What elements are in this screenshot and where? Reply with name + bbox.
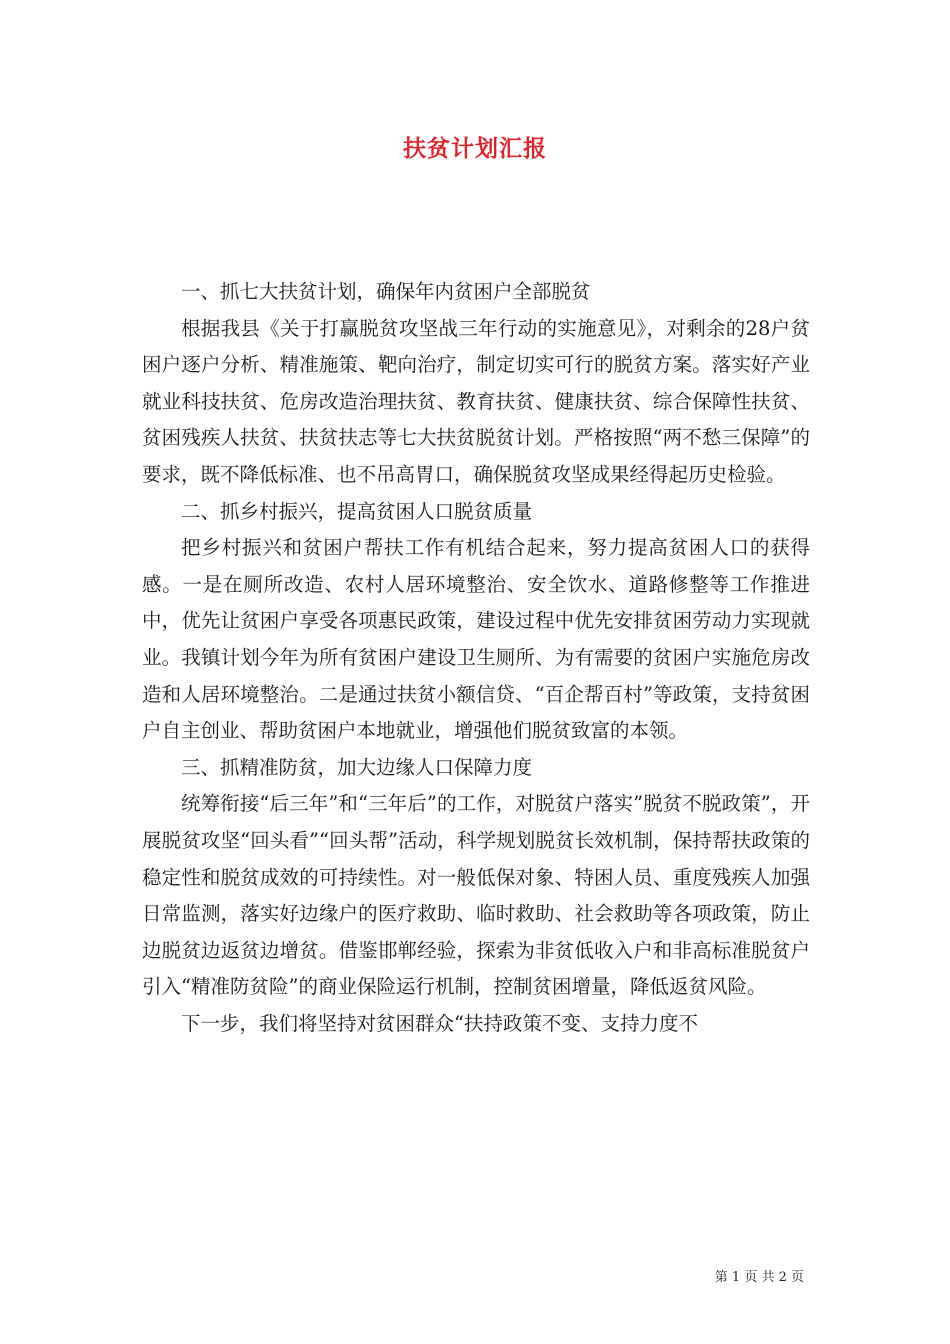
section-heading-2: 二、抓乡村振兴，提高贫困人口脱贫质量 — [181, 499, 533, 523]
body-paragraph-4: 下一步，我们将坚持对贫困群众“扶持政策不变、支持力度不 — [181, 1011, 698, 1035]
page-number: 第 1 页 共 2 页 — [714, 1270, 804, 1285]
section-heading-3: 三、抓精准防贫，加大边缘人口保障力度 — [181, 755, 533, 779]
section-heading-1: 一、抓七大扶贫计划，确保年内贫困户全部脱贫 — [181, 280, 591, 303]
body-paragraph-3: 统筹衔接“后三年”和“三年后”的工作，对脱贫户落实”脱贫不脱政策”，开展脱贫攻坚“回头看”“回头帮”活动，科学规划脱贫长效机制，保持帮扶政策的稳定性和脱贫成效的可持续性。对一般低保对象、特困人员、重度残疾人加强日常监测，落实好边缘户的医疗救助、临时救助、社会救助等各项政策，防止边脱贫边返贫边增贫。借鉴邯郸经验，探索为非贫低收入户和非高标准脱贫户引入“精准防贫险”的商业保险运行机制，控制贫困增量，降低返贫风险。 — [142, 792, 810, 999]
document-body — [142, 274, 810, 1042]
body-paragraph-1: 根据我县《关于打赢脱贫攻坚战三年行动的实施意见》，对剩余的28户贫困户逐户分析、精准施策、靶向治疗，制定切实可行的脱贫方案。落实好产业就业科技扶贫、危房改造治理扶贫、教育扶贫、健康扶贫、综合保障性扶贫、贫困残疾人扶贫、扶贫扶志等七大扶贫脱贫计划。严格按照“两不愁三保障”的要求，既不降低标准、也不吊高胃口，确保脱贫攻坚成果经得起历史检验。 — [142, 316, 810, 486]
page-title: 扶贫计划汇报 — [403, 135, 547, 162]
body-paragraph-2: 把乡村振兴和贫困户帮扶工作有机结合起来，努力提高贫困人口的获得感。一是在厕所改造、农村人居环境整治、安全饮水、道路修整等工作推进中，优先让贫困户享受各项惠民政策，建设过程中优先安排贫困劳动力实现就业。我镇计划今年为所有贫困户建设卫生厕所、为有需要的贫困户实施危房改造和人居环境整治。二是通过扶贫小额信贷、“百企帮百村”等政策，支持贫困户自主创业、帮助贫困户本地就业，增强他们脱贫致富的本领。 — [142, 536, 810, 743]
